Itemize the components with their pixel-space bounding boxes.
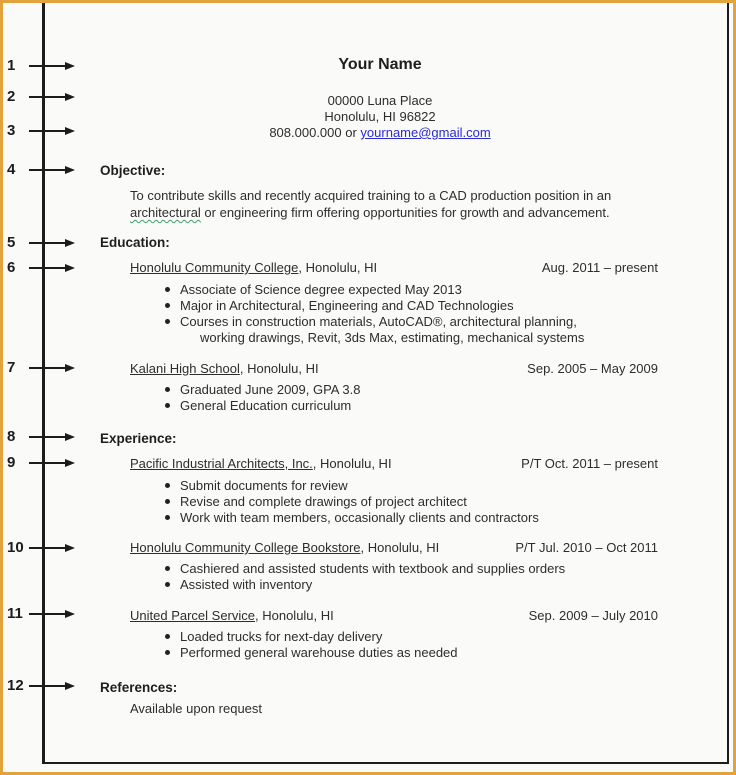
bullet-item [163,298,690,314]
bullet-item [163,510,690,526]
bullet-text: Assisted with inventory [180,577,313,592]
education-heading: Education: [100,235,170,250]
arrow-right-icon [29,60,75,72]
entry-bullet-list [163,561,690,593]
arrow-right-icon [29,457,75,469]
entry-dates: Aug. 2011 – present [541,260,658,275]
entry-title [130,361,319,377]
arrow-right-icon [29,125,75,137]
bullet-text: Cashiered and assisted students with textbook and supplies orders [180,561,566,576]
education-section [45,235,690,414]
arrow-right-icon [29,680,75,692]
bullet-text: Performed general warehouse duties as needed [180,645,458,660]
entry-bullet-list [163,478,690,526]
marker-number: 10 [7,539,24,556]
arrow-right-icon [29,542,75,554]
annotation-marker-5 [7,235,75,251]
bullet-text: Loaded trucks for next-day delivery [180,629,383,644]
annotation-marker-6 [7,260,75,276]
objective-line-2 [130,204,690,221]
references-heading: References: [100,680,178,695]
entry-dates: P/T Jul. 2010 – Oct 2011 [515,540,658,555]
resume-document [45,3,690,717]
bullet-continuation: working drawings, Revit, 3ds Max, estimating, mechanical systems [200,330,585,345]
marker-number: 11 [7,605,23,622]
organization-name: Honolulu Community College [130,260,299,275]
page-bottom-border [42,762,729,764]
experience-section [45,431,690,661]
entry-dates: Sep. 2009 – July 2010 [528,608,658,623]
page-right-border [727,3,729,764]
entry-title [130,260,377,276]
bullet-item [163,314,690,346]
bullet-text: Work with team members, occasionally clients and contractors [180,510,539,525]
entry-bullet-list [163,282,690,346]
bullet-text: Major in Architectural, Engineering and CAD Technologies [180,298,514,313]
bullet-text: General Education curriculum [180,398,352,413]
entry-dates: Sep. 2005 – May 2009 [527,361,658,376]
entry-header [130,540,658,556]
bullet-text: Courses in construction materials, AutoCAD®, architectural planning, [180,314,577,329]
bullet-item [163,577,690,593]
arrow-right-icon [29,91,75,103]
objective-heading: Objective: [100,163,166,178]
bullet-item [163,478,690,494]
organization-location: , Honolulu, HI [298,260,378,275]
organization-location: , Honolulu, HI [239,361,319,376]
bullet-text: Revise and complete drawings of project architect [180,494,467,509]
bullet-item [163,382,690,398]
annotation-marker-10 [7,540,75,556]
marker-number: 2 [7,88,16,105]
entry-header [130,361,658,377]
resume-header [45,55,715,141]
bullet-item [163,282,690,298]
entry-bullet-list [163,382,690,414]
marker-number: 9 [7,454,16,471]
annotation-marker-4 [7,162,75,178]
contact-line [45,125,715,141]
references-section [45,680,690,717]
objective-line-2-rest: or engineering firm offering opportunities for growth and advancement. [200,205,610,220]
annotation-marker-11 [7,606,75,622]
bullet-text: Graduated June 2009, GPA 3.8 [180,382,361,397]
entry-header [130,260,658,276]
marker-number: 1 [7,57,16,74]
annotation-marker-3 [7,123,75,139]
objective-line-1: To contribute skills and recently acquired training to a CAD production position in an [130,188,612,203]
organization-name: Kalani High School [130,361,240,376]
entry-title [130,540,439,556]
bullet-item [163,629,690,645]
arrow-right-icon [29,431,75,443]
entry-header [130,608,658,624]
marker-number: 8 [7,428,16,445]
arrow-right-icon [29,262,75,274]
organization-name: Honolulu Community College Bookstore [130,540,361,555]
bullet-item [163,645,690,661]
entry-bullet-list [163,629,690,661]
entry-header [130,456,658,472]
objective-text [130,187,690,221]
annotation-marker-2 [7,89,75,105]
phone-number: 808.000.000 [269,125,342,140]
address-line-2: Honolulu, HI 96822 [324,109,436,124]
organization-location: , Honolulu, HI [360,540,440,555]
marker-number: 3 [7,122,16,139]
experience-heading: Experience: [100,431,177,446]
bullet-text: Submit documents for review [180,478,348,493]
marker-number: 7 [7,359,16,376]
entry-title [130,608,334,624]
marker-number: 6 [7,259,16,276]
objective-section [45,163,690,221]
candidate-name: Your Name [338,56,422,73]
bullet-text: Associate of Science degree expected May 2013 [180,282,462,297]
annotation-marker-12 [7,678,75,694]
marker-number: 12 [7,677,24,694]
organization-location: , Honolulu, HI [312,456,392,471]
arrow-right-icon [29,164,75,176]
email-link[interactable]: yourname@gmail.com [360,125,491,140]
annotation-marker-9 [7,455,75,471]
spellcheck-flagged-word: architectural [130,205,201,220]
annotation-marker-1 [7,58,75,74]
contact-separator: or [341,125,361,140]
marker-number: 5 [7,234,16,251]
arrow-right-icon [29,237,75,249]
bullet-item [163,561,690,577]
address-line-1: 00000 Luna Place [327,93,433,108]
annotation-marker-8 [7,429,75,445]
bullet-item [163,494,690,510]
organization-name: United Parcel Service [130,608,255,623]
marker-number: 4 [7,161,16,178]
references-text: Available upon request [130,701,263,716]
entry-dates: P/T Oct. 2011 – present [521,456,658,471]
bullet-item [163,398,690,414]
organization-location: , Honolulu, HI [255,608,334,623]
organization-name: Pacific Industrial Architects, Inc. [130,456,313,471]
arrow-right-icon [29,362,75,374]
entry-title [130,456,392,472]
arrow-right-icon [29,608,75,620]
annotation-marker-7 [7,360,75,376]
